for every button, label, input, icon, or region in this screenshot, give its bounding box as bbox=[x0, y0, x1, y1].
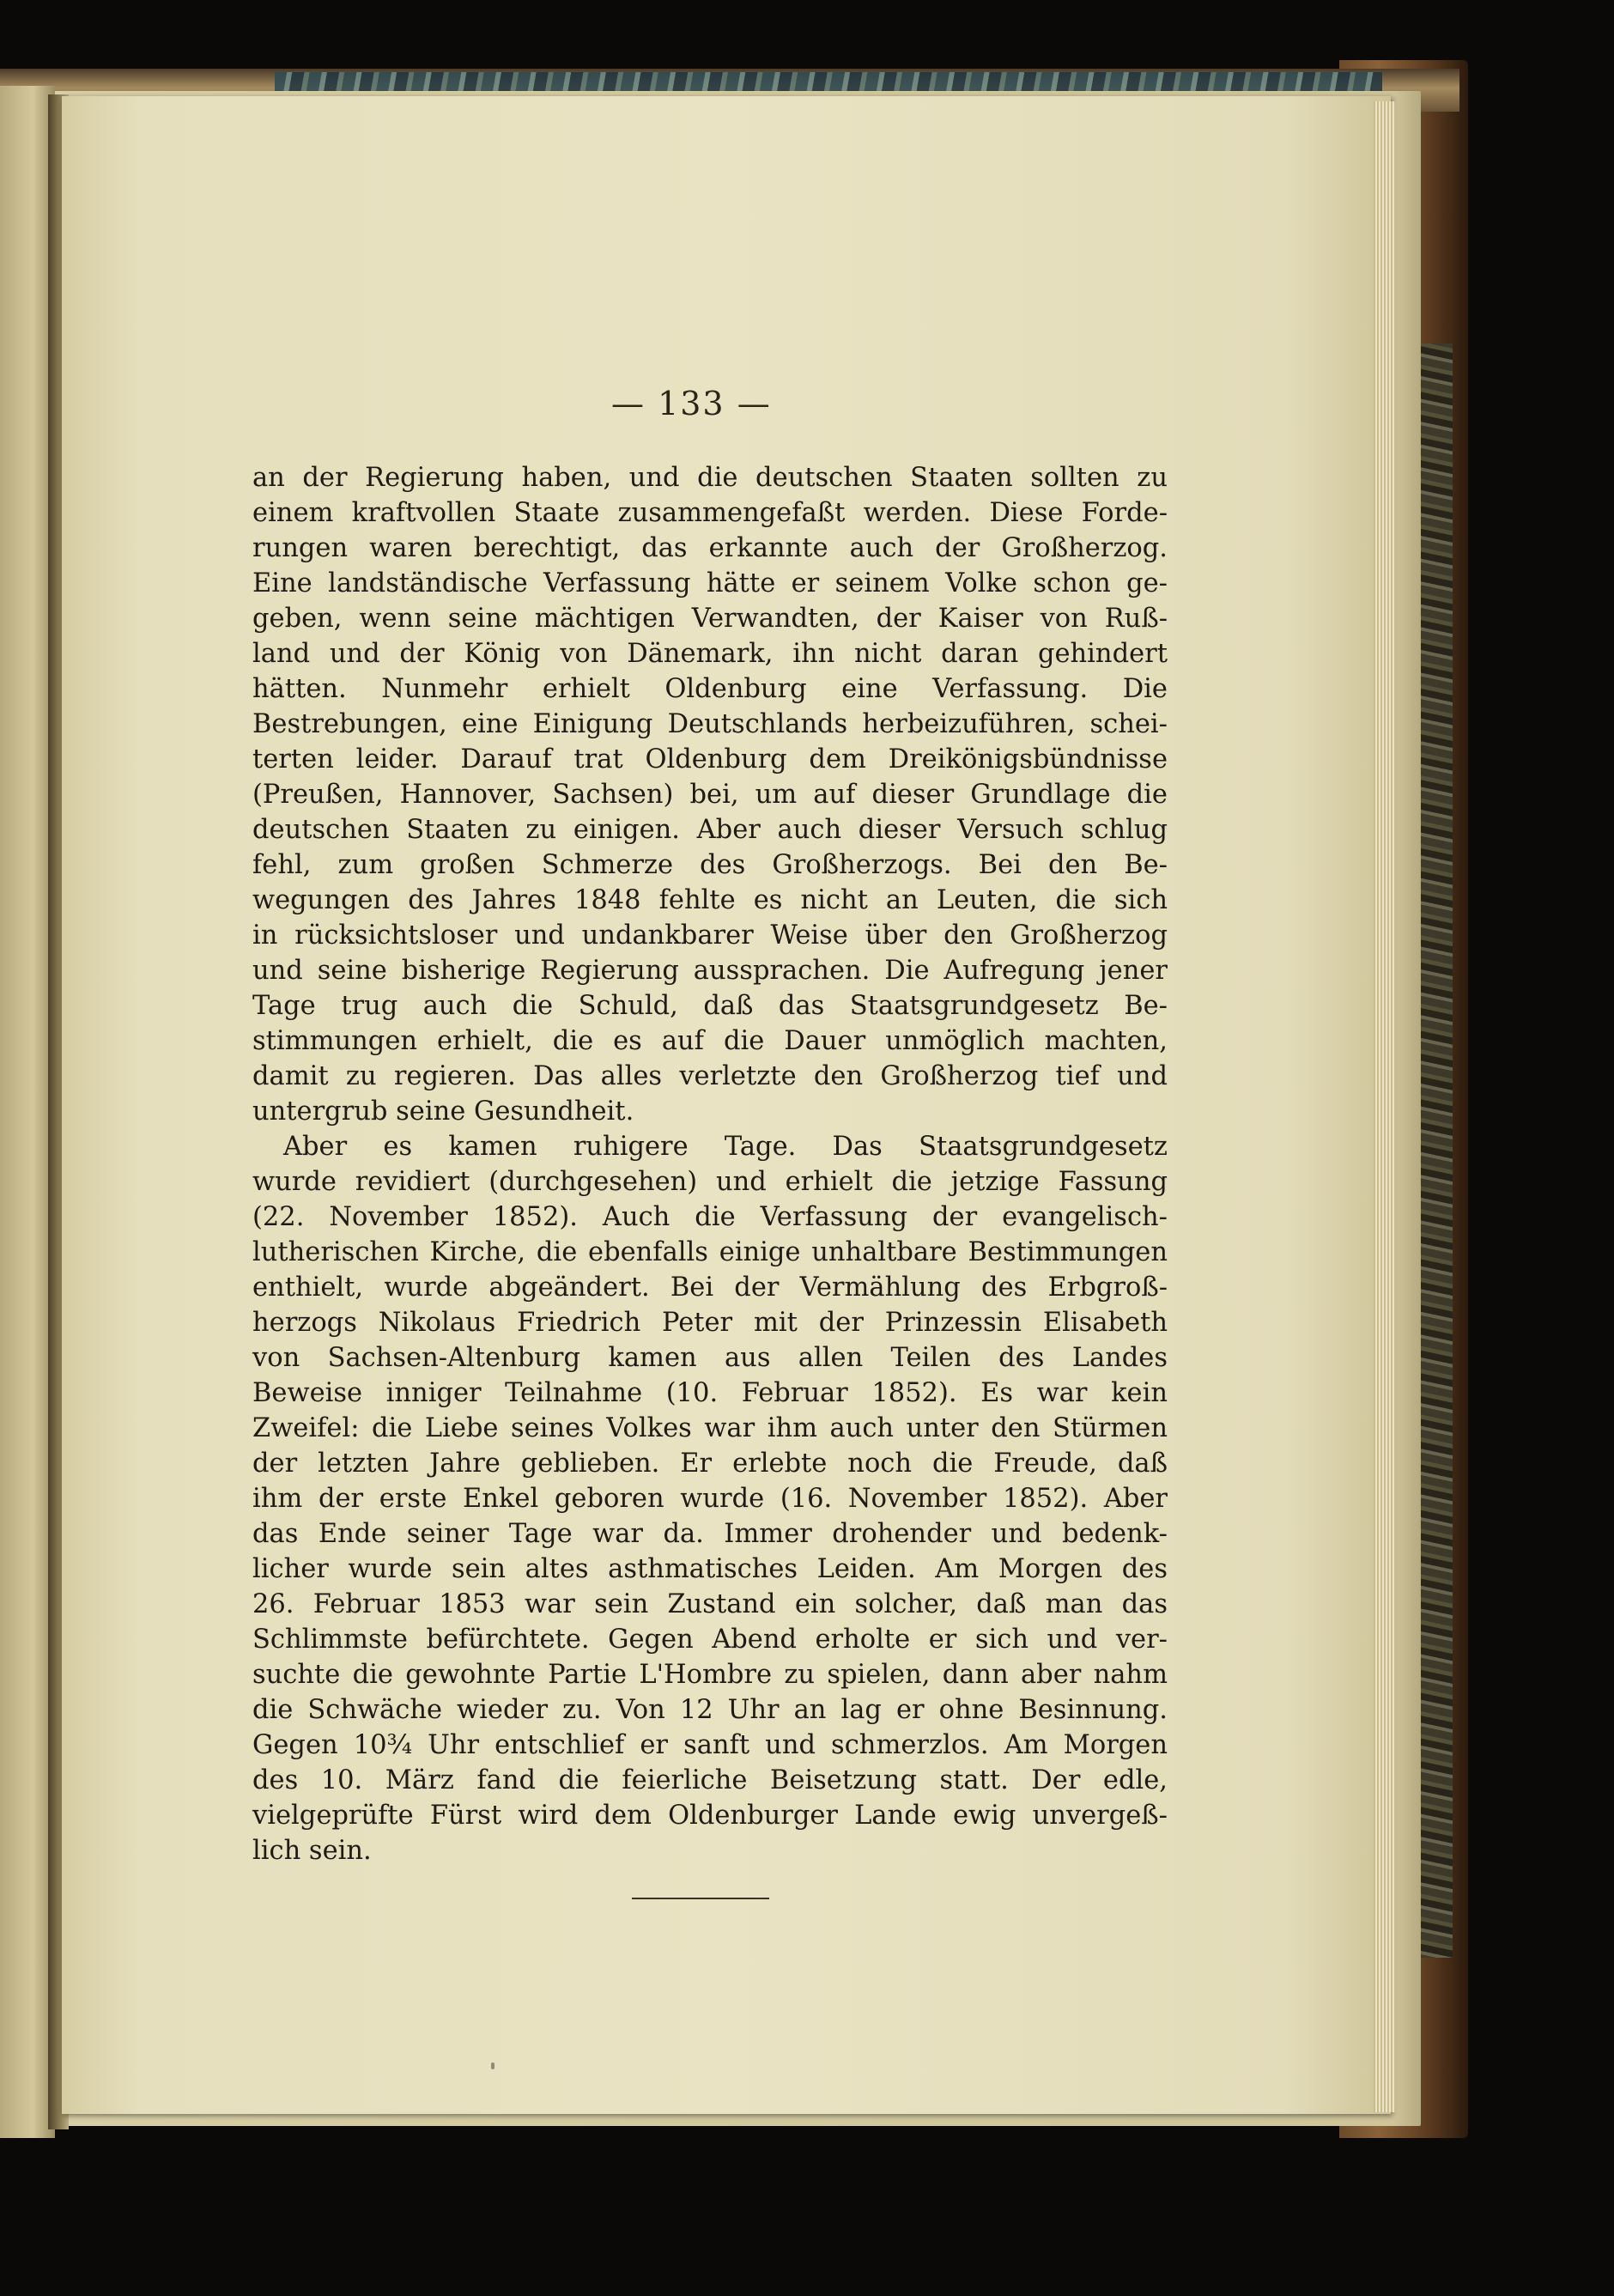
text-line: deutschen Staaten zu einigen. Aber auch dieser Versuch schlug bbox=[252, 815, 1168, 845]
text-line: geben, wenn seine mächtigen Verwandten, der Kaiser von Ruß- bbox=[252, 604, 1168, 634]
text-line: von Sachsen-Altenburg kamen aus allen Teilen des Landes bbox=[252, 1343, 1168, 1373]
text-line: fehl, zum großen Schmerze des Großherzogs. Bei den Be- bbox=[252, 850, 1168, 880]
text-line: Tage trug auch die Schuld, daß das Staatsgrundgesetz Be- bbox=[252, 991, 1168, 1021]
text-line: suchte die gewohnte Partie L'Hombre zu spielen, dann aber nahm bbox=[252, 1660, 1168, 1690]
text-line: wegungen des Jahres 1848 fehlte es nicht an Leuten, die sich bbox=[252, 885, 1168, 915]
text-line: des 10. März fand die feierliche Beisetzung statt. Der edle, bbox=[252, 1765, 1168, 1795]
text-line: Schlimmste befürchtete. Gegen Abend erholte er sich und ver- bbox=[252, 1625, 1168, 1655]
left-page-edge bbox=[0, 86, 55, 2138]
pencil-mark bbox=[491, 2062, 495, 2069]
text-line: rungen waren berechtigt, das erkannte auch der Großherzog. bbox=[252, 533, 1168, 563]
text-line: herzogs Nikolaus Friedrich Peter mit der Prinzessin Elisabeth bbox=[252, 1308, 1168, 1338]
text-line: lich sein. bbox=[252, 1836, 372, 1866]
text-line: wurde revidiert (durchgesehen) und erhielt die jetzige Fassung bbox=[252, 1167, 1168, 1197]
text-line: Beweise inniger Teilnahme (10. Februar 1852). Es war kein bbox=[252, 1378, 1168, 1408]
text-line: enthielt, wurde abgeändert. Bei der Vermählung des Erbgroß- bbox=[252, 1273, 1168, 1303]
page-number: — 133 — bbox=[611, 385, 772, 422]
text-line: (Preußen, Hannover, Sachsen) bei, um auf dieser Grundlage die bbox=[252, 780, 1168, 810]
text-line: stimmungen erhielt, die es auf die Dauer unmöglich machten, bbox=[252, 1026, 1168, 1056]
text-line: an der Regierung haben, und die deutschen Staaten sollten zu bbox=[252, 463, 1168, 493]
text-line: licher wurde sein altes asthmatisches Leiden. Am Morgen des bbox=[252, 1554, 1168, 1584]
text-line: Zweifel: die Liebe seines Volkes war ihm auch unter den Stürmen bbox=[252, 1413, 1168, 1443]
end-rule bbox=[632, 1898, 769, 1899]
text-line: das Ende seiner Tage war da. Immer drohender und bedenk- bbox=[252, 1519, 1168, 1549]
text-line: lutherischen Kirche, die ebenfalls einige unhaltbare Bestimmungen bbox=[252, 1237, 1168, 1267]
text-line: Eine landständische Verfassung hätte er seinem Volke schon ge- bbox=[252, 568, 1168, 598]
text-line: der letzten Jahre geblieben. Er erlebte noch die Freude, daß bbox=[252, 1449, 1168, 1479]
text-line: terten leider. Darauf trat Oldenburg dem Dreikönigsbündnisse bbox=[252, 744, 1168, 774]
text-line: vielgeprüfte Fürst wird dem Oldenburger Lande ewig unvergeß- bbox=[252, 1801, 1168, 1831]
text-line: und seine bisherige Regierung aussprachen. Die Aufregung jener bbox=[252, 956, 1168, 986]
book-page bbox=[62, 96, 1391, 2114]
text-line: Bestrebungen, eine Einigung Deutschlands herbeizuführen, schei- bbox=[252, 709, 1168, 739]
text-line: land und der König von Dänemark, ihn nicht daran gehindert bbox=[252, 639, 1168, 669]
text-line: damit zu regieren. Das alles verletzte den Großherzog tief und bbox=[252, 1061, 1168, 1091]
text-line: (22. November 1852). Auch die Verfassung der evangelisch- bbox=[252, 1202, 1168, 1232]
text-line: einem kraftvollen Staate zusammengefaßt werden. Diese Forde- bbox=[252, 498, 1168, 528]
body-text bbox=[252, 460, 1168, 1868]
text-line: hätten. Nunmehr erhielt Oldenburg eine Verfassung. Die bbox=[252, 674, 1168, 704]
text-line: 26. Februar 1853 war sein Zustand ein solcher, daß man das bbox=[252, 1589, 1168, 1619]
text-line: Gegen 10¾ Uhr entschlief er sanft und schmerzlos. Am Morgen bbox=[252, 1730, 1168, 1760]
page-fore-edge bbox=[1374, 101, 1396, 2112]
text-line: ihm der erste Enkel geboren wurde (16. November 1852). Aber bbox=[252, 1484, 1168, 1514]
text-line: die Schwäche wieder zu. Von 12 Uhr an lag er ohne Besinnung. bbox=[252, 1695, 1168, 1725]
text-line: in rücksichtsloser und undankbarer Weise über den Großherzog bbox=[252, 920, 1168, 951]
text-line: Aber es kamen ruhigere Tage. Das Staatsgrundgesetz bbox=[283, 1132, 1168, 1162]
text-line: untergrub seine Gesundheit. bbox=[252, 1096, 634, 1127]
